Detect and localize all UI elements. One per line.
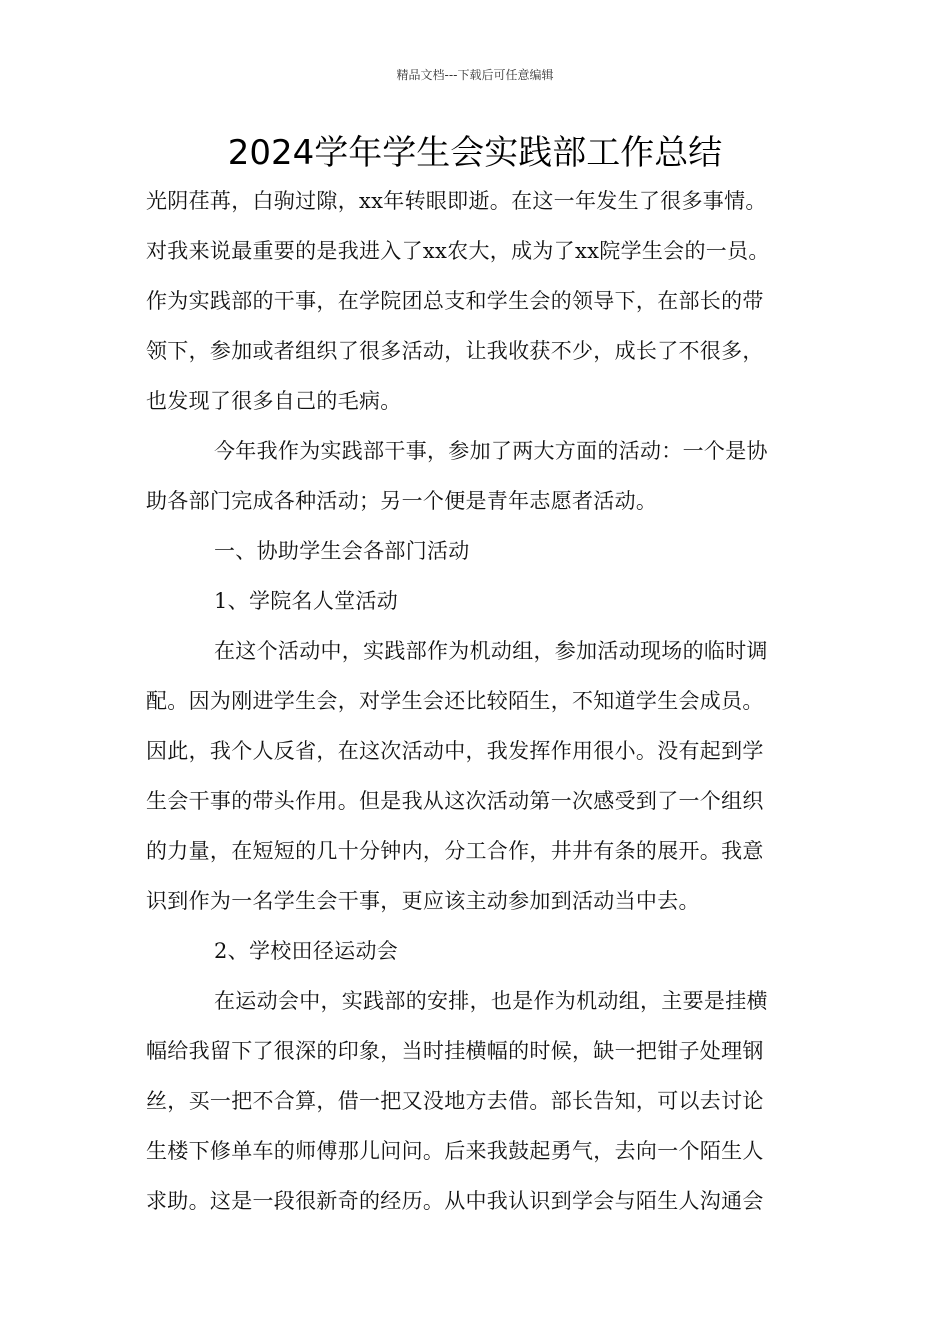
document-title: 2024学年学生会实践部工作总结 bbox=[227, 133, 723, 173]
text-line: 的力量，在短短的几十分钟内，分工合作，井井有条的展开。我意 bbox=[146, 839, 764, 863]
text-line: 在运动会中，实践部的安排，也是作为机动组，主要是挂横 bbox=[214, 989, 768, 1013]
text-line: 今年我作为实践部干事，参加了两大方面的活动：一个是协 bbox=[214, 439, 768, 463]
text-line: 识到作为一名学生会干事，更应该主动参加到活动当中去。 bbox=[146, 889, 700, 913]
text-line: 幅给我留下了很深的印象，当时挂横幅的时候，缺一把钳子处理钢 bbox=[146, 1039, 764, 1063]
subsection-heading: 1、学院名人堂活动 bbox=[214, 589, 399, 613]
text-line: 丝，买一把不合算，借一把又没地方去借。部长告知，可以去讨论 bbox=[146, 1089, 764, 1113]
text-line: 因此，我个人反省，在这次活动中，我发挥作用很小。没有起到学 bbox=[146, 739, 764, 763]
text-line: 作为实践部的干事，在学院团总支和学生会的领导下，在部长的带 bbox=[146, 289, 764, 313]
text-line: 光阴荏苒，白驹过隙，xx年转眼即逝。在这一年发生了很多事情。 bbox=[146, 189, 767, 213]
text-line: 助各部门完成各种活动；另一个便是青年志愿者活动。 bbox=[146, 489, 658, 513]
subsection-heading: 2、学校田径运动会 bbox=[214, 939, 399, 963]
text-line: 对我来说最重要的是我进入了xx农大，成为了xx院学生会的一员。 bbox=[146, 239, 770, 263]
text-line: 配。因为刚进学生会，对学生会还比较陌生，不知道学生会成员。 bbox=[146, 689, 764, 713]
text-line: 也发现了很多自己的毛病。 bbox=[146, 389, 402, 413]
text-line: 求助。这是一段很新奇的经历。从中我认识到学会与陌生人沟通会 bbox=[146, 1189, 764, 1213]
text-line: 在这个活动中，实践部作为机动组，参加活动现场的临时调 bbox=[214, 639, 768, 663]
text-line: 领下，参加或者组织了很多活动，让我收获不少，成长了不很多， bbox=[146, 339, 764, 363]
header-note: 精品文档---下载后可任意编辑 bbox=[396, 68, 554, 82]
text-line: 生会干事的带头作用。但是我从这次活动第一次感受到了一个组织 bbox=[146, 789, 764, 813]
text-line: 生楼下修单车的师傅那儿问问。后来我鼓起勇气，去向一个陌生人 bbox=[146, 1139, 764, 1163]
section-heading: 一、协助学生会各部门活动 bbox=[214, 539, 470, 563]
